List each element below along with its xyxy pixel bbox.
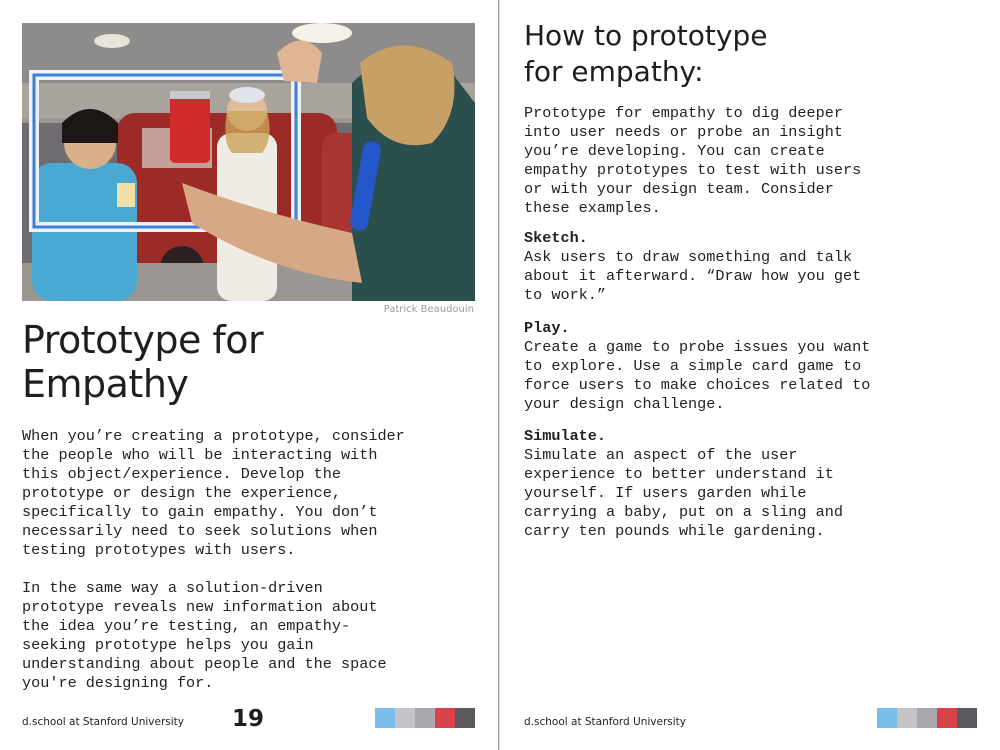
color-swatch xyxy=(877,708,897,728)
color-swatch xyxy=(937,708,957,728)
color-swatch xyxy=(455,708,475,728)
color-swatch xyxy=(957,708,977,728)
body-paragraph: When you’re creating a prototype, consider the people who will be interacting with this object/experience. Develop the prototype or design the experience, specifically to gain empathy. You don’t necessarily need to seek solutions when testing prototypes with users. xyxy=(22,427,405,559)
left-page xyxy=(0,0,499,750)
method-play xyxy=(524,319,870,414)
page-number: 19 xyxy=(232,706,265,732)
section-title xyxy=(524,18,767,90)
method-heading: Simulate. xyxy=(524,427,607,445)
color-swatch-bar xyxy=(375,708,475,728)
title-line: Empathy xyxy=(22,362,189,406)
color-swatch xyxy=(375,708,395,728)
method-sketch xyxy=(524,229,861,305)
method-body: Ask users to draw something and talk about it afterward. “Draw how you get to work.” xyxy=(524,248,862,304)
method-body: Create a game to probe issues you want to explore. Use a simple card game to force users to make choices related to your design challenge. xyxy=(524,338,871,413)
title-line: How to prototype xyxy=(524,19,768,52)
intro-paragraph: Prototype for empathy to dig deeper into user needs or probe an insight you’re developing. You can create empathy prototypes to test with users or with your design team. Consider these examples. xyxy=(524,104,862,217)
color-swatch xyxy=(435,708,455,728)
page-title xyxy=(22,318,263,406)
color-swatch-bar xyxy=(877,708,977,728)
color-swatch xyxy=(395,708,415,728)
color-swatch xyxy=(415,708,435,728)
workshop-photo xyxy=(22,23,475,301)
method-body: Simulate an aspect of the user experience to better understand it yourself. If users garden while carrying a baby, put on a sling and carry ten pounds while gardening. xyxy=(524,446,843,540)
right-page xyxy=(500,0,1000,750)
color-swatch xyxy=(917,708,937,728)
photo-credit: Patrick Beaudouin xyxy=(383,304,474,315)
method-simulate xyxy=(524,427,843,541)
method-heading: Play. xyxy=(524,319,570,337)
body-paragraph: In the same way a solution-driven prototype reveals new information about the idea you’re testing, an empathy- seeking prototype helps you gain understanding about people and the space you're designing for. xyxy=(22,579,387,692)
footer-credit: d.school at Stanford University xyxy=(22,716,184,728)
method-heading: Sketch. xyxy=(524,229,588,247)
footer-credit: d.school at Stanford University xyxy=(524,716,686,728)
title-line: for empathy: xyxy=(524,55,704,88)
title-line: Prototype for xyxy=(22,318,264,362)
color-swatch xyxy=(897,708,917,728)
